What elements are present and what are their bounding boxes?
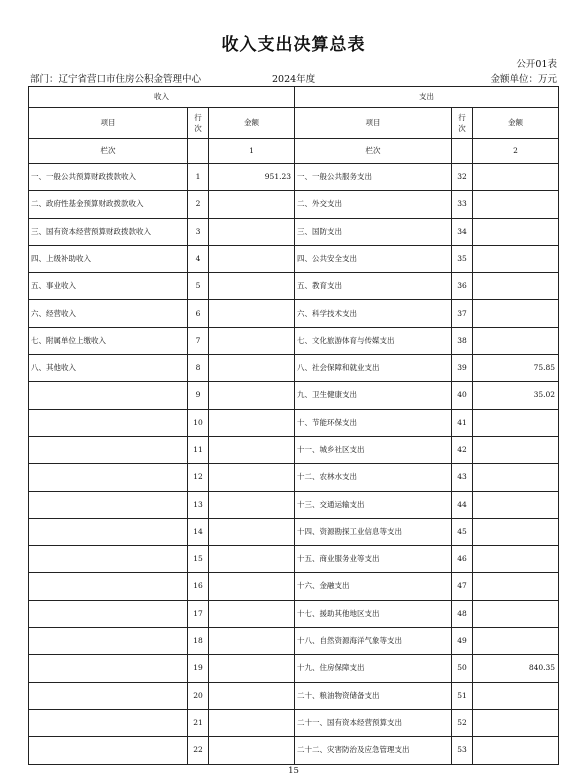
- income-item-name: 一、一般公共预算财政拨款收入: [29, 164, 188, 191]
- income-amount: [209, 737, 295, 764]
- table-row: [29, 600, 559, 627]
- expense-row-number: 36: [452, 273, 473, 300]
- income-row-number: 15: [188, 546, 209, 573]
- expense-row-number: 44: [452, 491, 473, 518]
- table-row: [29, 245, 559, 272]
- expense-row-number: 45: [452, 518, 473, 545]
- income-item-name: [29, 518, 188, 545]
- expense-row-number: 39: [452, 355, 473, 382]
- income-amount: [209, 628, 295, 655]
- income-row-number: 18: [188, 628, 209, 655]
- expense-item-name: 十四、资源勘探工业信息等支出: [295, 518, 452, 545]
- income-column-no: 栏次: [29, 139, 188, 164]
- income-item-name: [29, 682, 188, 709]
- expense-row-number: 33: [452, 191, 473, 218]
- expense-column-no: 栏次: [295, 139, 452, 164]
- expense-item-name: 十九、住房保障支出: [295, 655, 452, 682]
- expense-row-number: 52: [452, 709, 473, 736]
- table-row: [29, 436, 559, 463]
- expense-amount: [473, 682, 559, 709]
- expense-row-number: 43: [452, 464, 473, 491]
- expense-amount: [473, 546, 559, 573]
- income-item-name: 七、附属单位上缴收入: [29, 327, 188, 354]
- income-item-name: [29, 382, 188, 409]
- expense-item-name: 六、科学技术支出: [295, 300, 452, 327]
- income-row-number: 4: [188, 245, 209, 272]
- expense-row-number: 48: [452, 600, 473, 627]
- income-row-number: 19: [188, 655, 209, 682]
- expense-row-number: 53: [452, 737, 473, 764]
- table-row: [29, 546, 559, 573]
- expense-item-name: 十五、商业服务业等支出: [295, 546, 452, 573]
- table-row: [29, 300, 559, 327]
- expense-item-name: 十七、援助其他地区支出: [295, 600, 452, 627]
- table-row: [29, 327, 559, 354]
- income-row-no-header: [188, 108, 209, 139]
- table-row: [29, 464, 559, 491]
- expense-amount: [473, 628, 559, 655]
- income-row-number: 7: [188, 327, 209, 354]
- expense-item-name: 二、外交支出: [295, 191, 452, 218]
- income-item-name: [29, 573, 188, 600]
- expense-amount: [473, 327, 559, 354]
- expense-row-no-header: [452, 108, 473, 139]
- income-item-name: [29, 436, 188, 463]
- income-amount: [209, 300, 295, 327]
- income-header: 收入: [29, 87, 295, 108]
- income-amount: [209, 409, 295, 436]
- income-row-number: 16: [188, 573, 209, 600]
- expense-item-name: 一、一般公共服务支出: [295, 164, 452, 191]
- income-amount: [209, 546, 295, 573]
- income-row-number: 8: [188, 355, 209, 382]
- department-label: 部门：辽宁省营口市住房公积金管理中心: [30, 74, 202, 85]
- income-item-name: [29, 600, 188, 627]
- income-row-number: 1: [188, 164, 209, 191]
- income-amount: [209, 573, 295, 600]
- table-row: [29, 191, 559, 218]
- expense-column-no-blank: [452, 139, 473, 164]
- income-row-number: 21: [188, 709, 209, 736]
- expense-amount: [473, 245, 559, 272]
- table-row: [29, 409, 559, 436]
- expense-amount: [473, 573, 559, 600]
- expense-amount: [473, 191, 559, 218]
- expense-row-number: 46: [452, 546, 473, 573]
- income-amount: [209, 218, 295, 245]
- income-item-name: [29, 491, 188, 518]
- table-row: [29, 491, 559, 518]
- income-row-number: 10: [188, 409, 209, 436]
- income-amount: [209, 518, 295, 545]
- income-item-name: [29, 737, 188, 764]
- expense-amount: [473, 300, 559, 327]
- budget-summary-table: [28, 86, 559, 765]
- expense-item-name: 三、国防支出: [295, 218, 452, 245]
- income-item-name: 二、政府性基金预算财政拨款收入: [29, 191, 188, 218]
- expense-amount: 840.35: [473, 655, 559, 682]
- income-item-name: [29, 655, 188, 682]
- expense-item-name: 十一、城乡社区支出: [295, 436, 452, 463]
- income-item-name: [29, 709, 188, 736]
- table-row: [29, 273, 559, 300]
- income-row-number: 13: [188, 491, 209, 518]
- row-no-header-b: 次: [194, 124, 202, 133]
- expense-item-name: 五、教育支出: [295, 273, 452, 300]
- income-amount: [209, 709, 295, 736]
- expense-amount: [473, 164, 559, 191]
- expense-amount: 75.85: [473, 355, 559, 382]
- amount-unit: 金额单位：万元: [490, 74, 557, 85]
- income-item-name: [29, 628, 188, 655]
- page-number: 15: [288, 766, 299, 776]
- income-item-header: 项目: [29, 108, 188, 139]
- income-item-name: 四、上级补助收入: [29, 245, 188, 272]
- expense-amount: [473, 518, 559, 545]
- expense-amount: [473, 737, 559, 764]
- table-row: [29, 355, 559, 382]
- expense-amount: [473, 709, 559, 736]
- expense-amount: [473, 464, 559, 491]
- income-item-name: 六、经营收入: [29, 300, 188, 327]
- income-item-name: 五、事业收入: [29, 273, 188, 300]
- expense-item-name: 十六、金融支出: [295, 573, 452, 600]
- table-row: [29, 709, 559, 736]
- expense-amount: [473, 491, 559, 518]
- expense-row-number: 38: [452, 327, 473, 354]
- table-row: [29, 382, 559, 409]
- expense-row-number: 37: [452, 300, 473, 327]
- row-no-header-a: 行: [194, 112, 202, 122]
- expense-row-number: 49: [452, 628, 473, 655]
- income-column-index: 1: [209, 139, 295, 164]
- income-row-number: 2: [188, 191, 209, 218]
- expense-amount: [473, 218, 559, 245]
- expense-item-name: 十八、自然资源海洋气象等支出: [295, 628, 452, 655]
- table-row: [29, 573, 559, 600]
- income-row-number: 6: [188, 300, 209, 327]
- income-amount: [209, 491, 295, 518]
- row-no-header-b: 次: [458, 124, 466, 133]
- expense-item-header: 项目: [295, 108, 452, 139]
- expense-item-name: 十、节能环保支出: [295, 409, 452, 436]
- expense-item-name: 二十、粮油物资储备支出: [295, 682, 452, 709]
- column-header-row: [29, 108, 559, 139]
- table-row: [29, 655, 559, 682]
- expense-item-name: 十二、农林水支出: [295, 464, 452, 491]
- expense-row-number: 51: [452, 682, 473, 709]
- expense-item-name: 八、社会保障和就业支出: [295, 355, 452, 382]
- income-row-number: 9: [188, 382, 209, 409]
- income-amount: 951.23: [209, 164, 295, 191]
- expense-row-number: 41: [452, 409, 473, 436]
- expense-item-name: 九、卫生健康支出: [295, 382, 452, 409]
- fiscal-year: 2024年度: [272, 74, 316, 85]
- income-amount: [209, 273, 295, 300]
- income-row-number: 22: [188, 737, 209, 764]
- table-row: [29, 518, 559, 545]
- expense-row-number: 34: [452, 218, 473, 245]
- income-amount: [209, 355, 295, 382]
- income-amount-header: 金额: [209, 108, 295, 139]
- income-amount: [209, 682, 295, 709]
- income-row-number: 12: [188, 464, 209, 491]
- expense-header: 支出: [295, 87, 559, 108]
- income-amount: [209, 191, 295, 218]
- income-item-name: 八、其他收入: [29, 355, 188, 382]
- income-row-number: 20: [188, 682, 209, 709]
- expense-amount: 35.02: [473, 382, 559, 409]
- income-item-name: 三、国有资本经营预算财政拨款收入: [29, 218, 188, 245]
- expense-amount: [473, 273, 559, 300]
- income-amount: [209, 600, 295, 627]
- form-code: 公开01表: [516, 59, 557, 70]
- expense-column-index: 2: [473, 139, 559, 164]
- column-number-row: [29, 139, 559, 164]
- expense-item-name: 四、公共安全支出: [295, 245, 452, 272]
- income-item-name: [29, 546, 188, 573]
- income-amount: [209, 655, 295, 682]
- table-row: [29, 682, 559, 709]
- income-amount: [209, 245, 295, 272]
- income-item-name: [29, 464, 188, 491]
- expense-item-name: 二十一、国有资本经营预算支出: [295, 709, 452, 736]
- expense-row-number: 42: [452, 436, 473, 463]
- expense-row-number: 40: [452, 382, 473, 409]
- income-amount: [209, 327, 295, 354]
- expense-item-name: 七、文化旅游体育与传媒支出: [295, 327, 452, 354]
- income-amount: [209, 382, 295, 409]
- expense-amount: [473, 436, 559, 463]
- income-column-no-blank: [188, 139, 209, 164]
- table-row: [29, 628, 559, 655]
- income-row-number: 3: [188, 218, 209, 245]
- income-row-number: 11: [188, 436, 209, 463]
- expense-item-name: 十三、交通运输支出: [295, 491, 452, 518]
- table-row: [29, 218, 559, 245]
- expense-row-number: 50: [452, 655, 473, 682]
- income-row-number: 5: [188, 273, 209, 300]
- expense-row-number: 35: [452, 245, 473, 272]
- section-header-row: [29, 87, 559, 108]
- income-amount: [209, 464, 295, 491]
- page-title: 收入支出决算总表: [221, 35, 366, 55]
- income-amount: [209, 436, 295, 463]
- income-item-name: [29, 409, 188, 436]
- expense-row-number: 32: [452, 164, 473, 191]
- income-row-number: 14: [188, 518, 209, 545]
- income-row-number: 17: [188, 600, 209, 627]
- table-row: [29, 164, 559, 191]
- expense-item-name: 二十二、灾害防治及应急管理支出: [295, 737, 452, 764]
- expense-row-number: 47: [452, 573, 473, 600]
- row-no-header-a: 行: [458, 112, 466, 122]
- expense-amount: [473, 409, 559, 436]
- expense-amount-header: 金额: [473, 108, 559, 139]
- expense-amount: [473, 600, 559, 627]
- table-row: [29, 737, 559, 764]
